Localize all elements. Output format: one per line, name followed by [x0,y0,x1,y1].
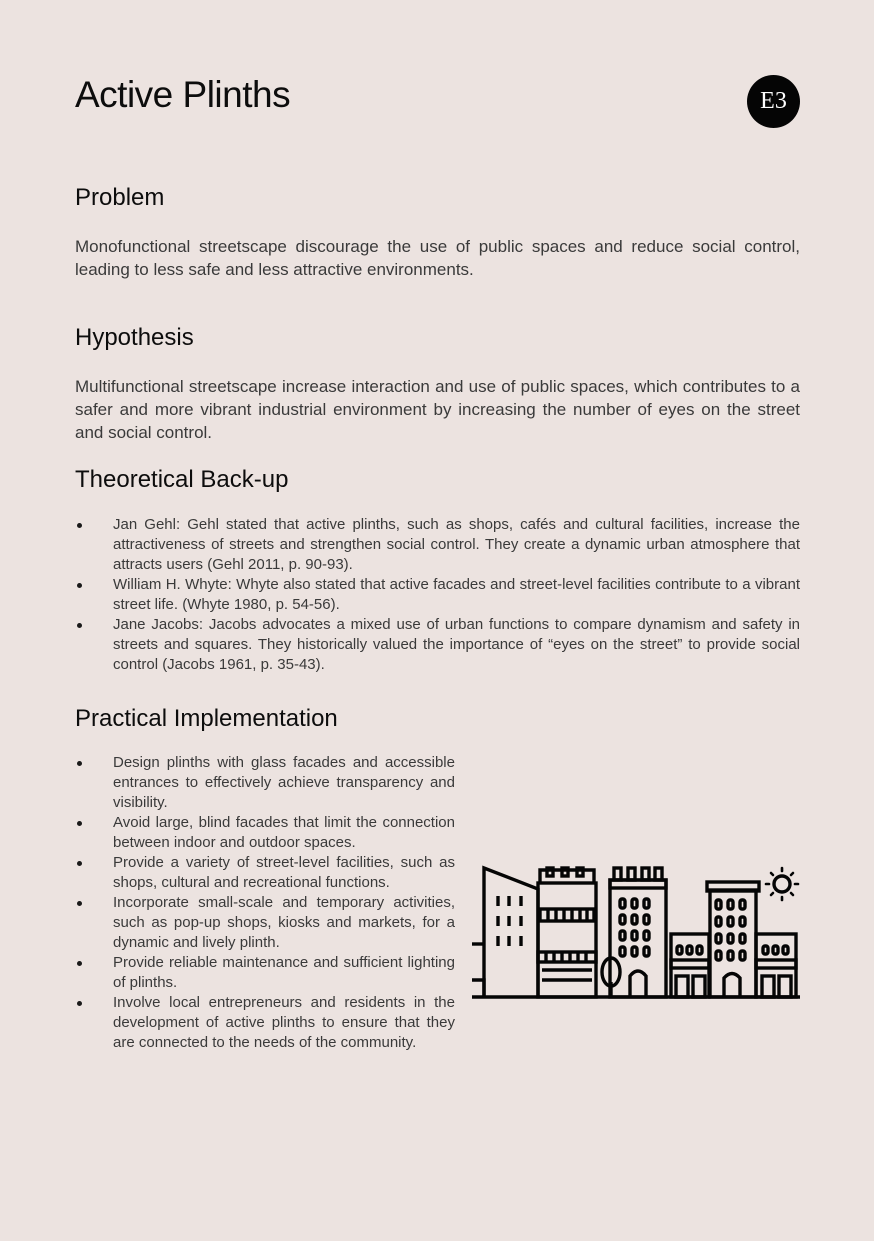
theory-list [75,515,800,675]
theory-heading: Theoretical Back-up [75,466,289,493]
problem-text: Monofunctional streetscape discourage the use of public spaces and reduce social control, leading to less safe and less attractive environments. [75,237,800,279]
hypothesis-text: Multifunctional streetscape increase interaction and use of public spaces, which contributes to a safer and more vibrant industrial environment by increasing the number of eyes on the street and social control. [75,377,800,442]
practice-item: Avoid large, blind facades that limit the connection between indoor and outdoor spaces. [75,813,455,853]
section-code-badge: E3 [747,75,800,128]
theory-item-jacobs: Jane Jacobs: Jacobs advocates a mixed use of urban functions to compare dynamism and safety in streets and squares. They historically valued the importance of “eyes on the street” to provide social control (Jacobs 1961, p. 35-43). [75,615,800,675]
practice-item: Design plinths with glass facades and accessible entrances to effectively achieve transparency and visibility. [75,753,455,813]
practice-list [75,753,455,1053]
theory-item-whyte: William H. Whyte: Whyte also stated that active facades and street-level facilities contribute to a vibrant street life. (Whyte 1980, p. 54-56). [75,575,800,615]
practice-item: Provide a variety of street-level facilities, such as shops, cultural and recreational functions. [75,853,455,893]
city-street-icon [472,862,802,1004]
practice-item: Incorporate small-scale and temporary activities, such as pop-up shops, kiosks and markets, for a dynamic and lively plinth. [75,893,455,953]
page-title: Active Plinths [75,74,291,115]
hypothesis-heading: Hypothesis [75,324,194,351]
practice-heading: Practical Implementation [75,705,338,732]
practice-item: Provide reliable maintenance and sufficient lighting of plinths. [75,953,455,993]
theory-item-gehl: Jan Gehl: Gehl stated that active plinths, such as shops, cafés and cultural facilities, increase the attractiveness of streets and strengthen social control. They create a dynamic urban atmosphere that attracts users (Gehl 2011, p. 90-93). [75,515,800,575]
problem-heading: Problem [75,184,165,211]
practice-item: Involve local entrepreneurs and residents in the development of active plinths to ensure that they are connected to the needs of the community. [75,993,455,1053]
